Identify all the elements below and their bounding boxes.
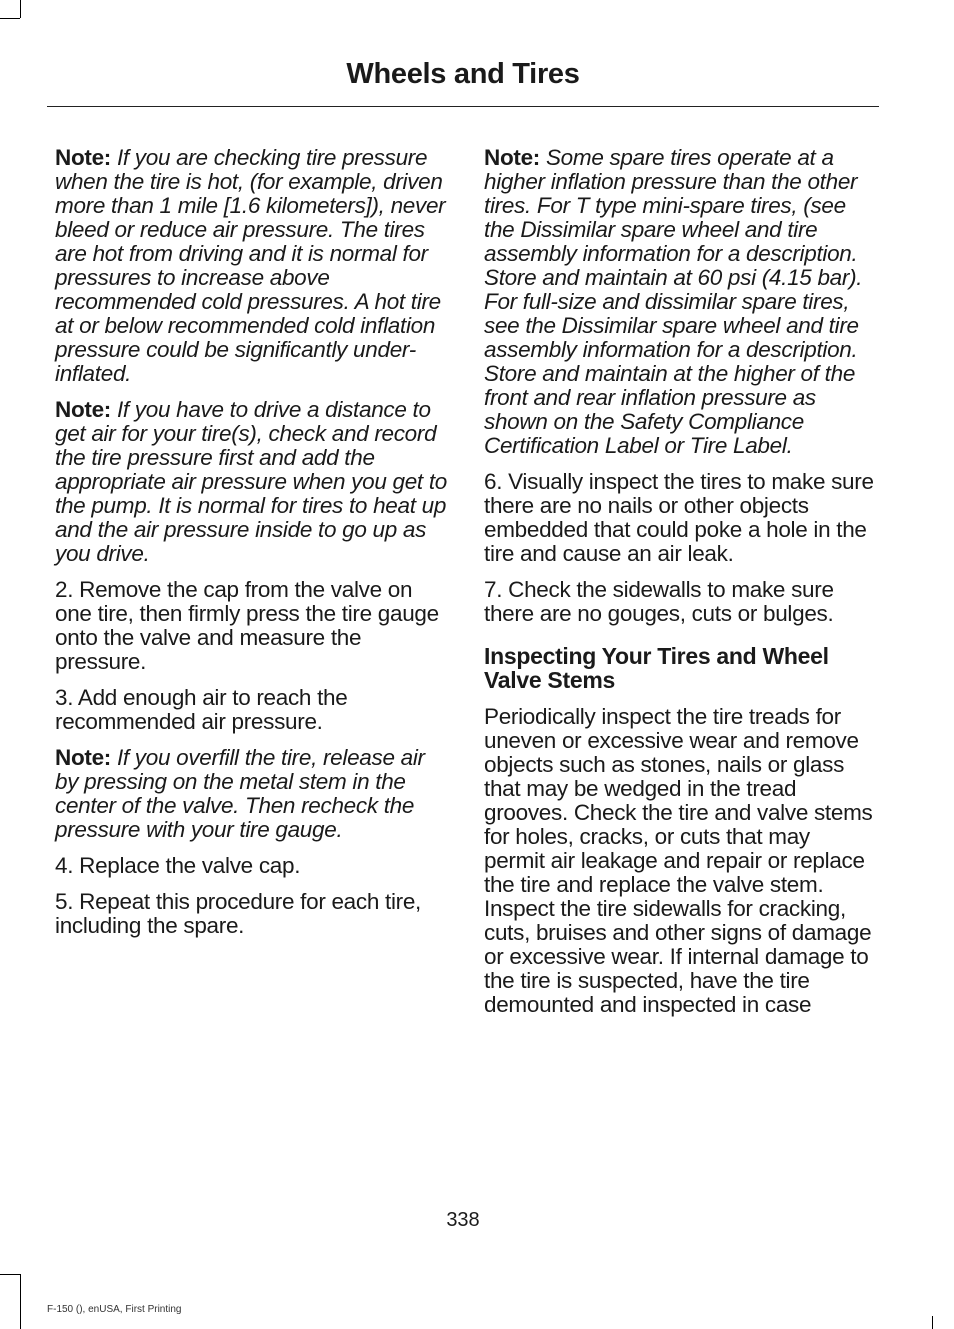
note-spare-tires — [484, 146, 876, 458]
note-label: Note: — [55, 397, 111, 422]
note-text: If you overfill the tire, release air by pressing on the metal stem in the center of the valve. Then recheck the pressure with your tire gauge. — [55, 745, 425, 842]
note-label: Note: — [484, 145, 540, 170]
step-7: 7. Check the sidewalls to make sure there are no gouges, cuts or bulges. — [484, 577, 834, 626]
page-number: 338 — [446, 1209, 480, 1231]
right-column — [484, 146, 876, 1029]
note-label: Note: — [55, 745, 111, 770]
crop-mark-bottom-left-h — [0, 1274, 20, 1275]
note-text: If you have to drive a distance to get air for your tire(s), check and record the tire pressure first and add the appropriate air pressure when you get to the pump. It is normal for tires to heat up and the air pressure inside to go up as you drive. — [55, 397, 447, 566]
crop-mark-bottom-left-v — [20, 1274, 21, 1329]
crop-mark-bottom-right-v — [932, 1316, 933, 1329]
left-column — [55, 146, 447, 950]
section-heading: Inspecting Your Tires and Wheel Valve Stems — [484, 643, 829, 693]
crop-mark-top-left-h — [0, 18, 20, 19]
footer-text: F-150 (), enUSA, First Printing — [47, 1304, 182, 1315]
page-title: Wheels and Tires — [346, 58, 580, 90]
step-3: 3. Add enough air to reach the recommended air pressure. — [55, 685, 348, 734]
step-5: 5. Repeat this procedure for each tire, including the spare. — [55, 889, 422, 938]
step-2: 2. Remove the cap from the valve on one tire, then firmly press the tire gauge onto the valve and measure the pressure. — [55, 577, 439, 674]
note-hot-tire — [55, 146, 447, 386]
note-drive-distance — [55, 398, 447, 566]
note-text: Some spare tires operate at a higher inflation pressure than the other tires. For T type mini-spare tires, (see the Dissimilar spare wheel and tire assembly information for a description. Store and maintain at 60 psi (4.15 bar). For full-size and dissimilar spare tires, see the Dissimilar spare wheel and tire assembly information for a description. Store and maintain at the higher of the front and rear inflation pressure as shown on the Safety Compliance Certification Label or Tire Label. — [484, 145, 863, 458]
step-6: 6. Visually inspect the tires to make sure there are no nails or other objects embedded that could poke a hole in the tire and cause an air leak. — [484, 469, 874, 566]
note-label: Note: — [55, 145, 111, 170]
note-overfill — [55, 746, 447, 842]
note-text: If you are checking tire pressure when the tire is hot, (for example, driven more than 1 mile [1.6 kilometers]), never bleed or reduce air pressure. The tires are hot from driving and it is normal for pressures to increase above recommended cold pressures. A hot tire at or below recommended cold inflation pressure could be significantly under-inflated. — [55, 145, 446, 386]
header-divider — [47, 106, 879, 107]
section-body: Periodically inspect the tire treads for uneven or excessive wear and remove objects such as stones, nails or glass that may be wedged in the tread grooves. Check the tire and valve stems for holes, cracks, or cuts that may permit air leakage and repair or replace the tire and replace the valve stem. Inspect the tire sidewalls for cracking, cuts, bruises and other signs of damage or excessive wear. If internal damage to the tire is suspected, have the tire demounted and inspected in case — [484, 704, 873, 1017]
step-4: 4. Replace the valve cap. — [55, 853, 301, 878]
crop-mark-top-left-v — [20, 0, 21, 18]
